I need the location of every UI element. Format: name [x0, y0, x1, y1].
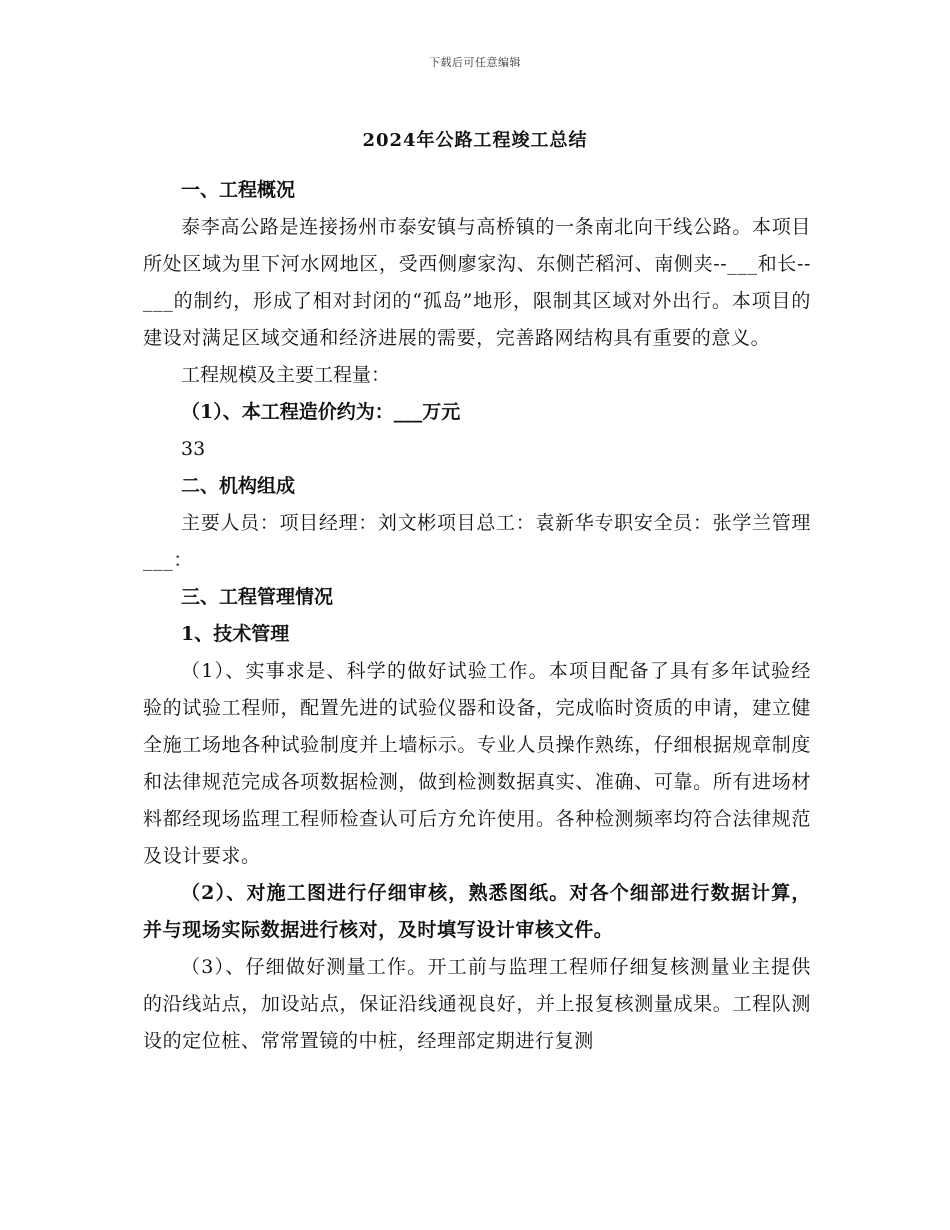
item-survey-work: （3）、仔细做好测量工作。开工前与监理工程师仔细复核测量业主提供的沿线站点，加设站点，保证沿线通视良好，并上报复核测量成果。工程队测设的定位桩、常常置镜的中桩，经理部定期进行复测: [143, 956, 811, 1052]
item-project-cost: （1）、本工程造价约为：___万元: [181, 401, 461, 423]
document-body: [143, 172, 811, 1060]
paragraph-main-personnel: 主要人员：项目经理：刘文彬项目总工：袁新华专职安全员：张学兰管理___：: [143, 512, 811, 571]
header-note: 下载后可任意编辑: [429, 56, 521, 69]
paragraph-project-intro: 泰李高公路是连接扬州市泰安镇与高桥镇的一条南北向干线公路。本项目所处区域为里下河水网地区，受西侧廖家沟、东侧芒稻河、南侧夹--___和长--___的制约，形成了相对封闭的“孤岛”地形，限制其区域对外出行。本项目的建设对满足区域交通和经济进展的需要，完善路网结构具有重要的意义。: [143, 216, 811, 349]
item-testing-work: （1）、实事求是、科学的做好试验工作。本项目配备了具有多年试验经验的试验工程师，配置先进的试验仪器和设备，完成临时资质的申请，建立健全施工场地各种试验制度并上墙标示。专业人员操作熟练，仔细根据规章制度和法律规范完成各项数据检测，做到检测数据真实、准确、可靠。所有进场材料都经现场监理工程师检查认可后方允许使用。各种检测频率均符合法律规范及设计要求。: [143, 660, 811, 867]
paragraph-scale-heading: 工程规模及主要工程量：: [181, 364, 391, 386]
document-title: 2024年公路工程竣工总结: [362, 130, 588, 151]
orphan-number: 33: [181, 438, 206, 460]
subsection-heading-technical: 1、技术管理: [181, 623, 290, 645]
section-heading-management: 三、工程管理情况: [181, 586, 334, 608]
section-heading-overview: 一、工程概况: [181, 179, 296, 201]
item-drawing-review: （2）、对施工图进行仔细审核，熟悉图纸。对各个细部进行数据计算，并与现场实际数据进行核对，及时填写设计审核文件。: [143, 882, 811, 941]
section-heading-organization: 二、机构组成: [181, 475, 296, 497]
